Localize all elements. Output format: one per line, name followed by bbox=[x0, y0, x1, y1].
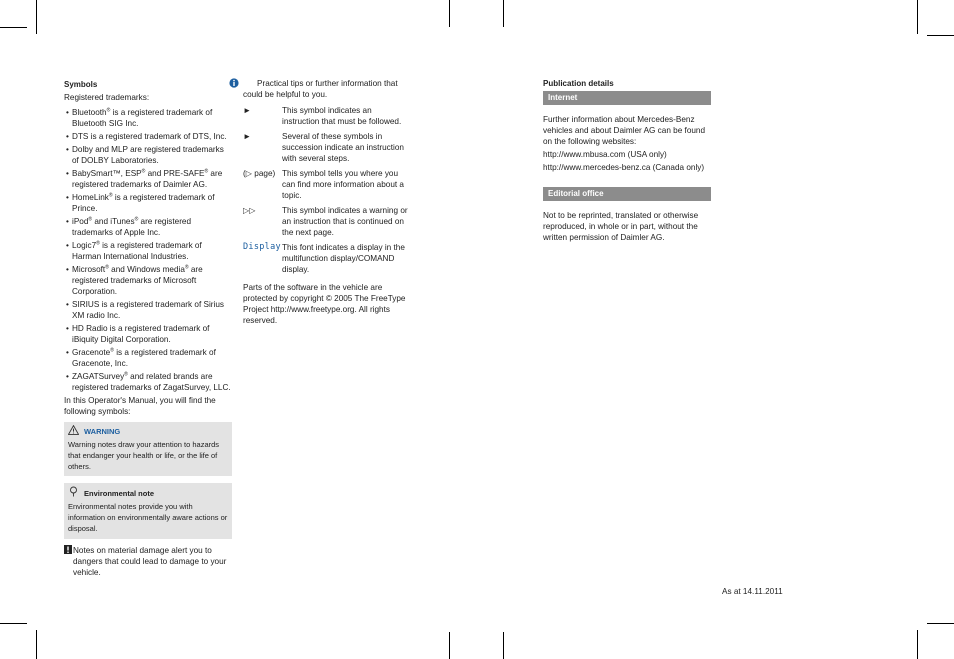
multi-step-arrow-icon: ► bbox=[243, 132, 252, 141]
warning-triangle-icon bbox=[68, 425, 79, 438]
damage-note-text: Notes on material damage alert you to dangers that could lead to damage to your vehicle. bbox=[73, 545, 227, 577]
warning-title: WARNING bbox=[84, 427, 121, 436]
list-item: • ZAGATSurvey® and related brands are registered trademarks of ZagatSurvey, LLC. bbox=[64, 371, 232, 393]
exclamation-icon bbox=[64, 545, 72, 557]
list-item: • iPod® and iTunes® are registered trademarks of Apple Inc. bbox=[64, 216, 232, 238]
trademark-list bbox=[64, 107, 232, 393]
tips-note-text: Practical tips or further information that could be helpful to you. bbox=[243, 79, 398, 99]
step-arrow-icon: ► bbox=[243, 106, 252, 115]
info-icon bbox=[229, 78, 239, 91]
symbols-intro: In this Operator's Manual, you will find the following symbols: bbox=[64, 396, 216, 416]
editorial-text: Not to be reprinted, translated or otherwise reproduced, in whole or in part, without the written permission of Daimler AG. bbox=[543, 211, 699, 242]
left-column bbox=[64, 79, 232, 578]
internet-bar: Internet bbox=[543, 91, 711, 105]
page-reference-symbol: (▷ page) bbox=[243, 169, 276, 178]
publication-heading: Publication details bbox=[543, 79, 614, 88]
warning-box bbox=[64, 422, 232, 476]
list-item: • SIRIUS is a registered trademark of Sirius XM radio Inc. bbox=[64, 299, 232, 321]
table-row: Display This font indicates a display in the multifunction display/COMAND display. bbox=[243, 242, 405, 274]
table-row: ► Several of these symbols in succession indicate an instruction with several steps. bbox=[243, 132, 404, 163]
editorial-bar: Editorial office bbox=[543, 187, 711, 201]
list-item: • Logic7® is a registered trademark of Harman International Industries. bbox=[64, 240, 232, 262]
environment-title: Environmental note bbox=[84, 488, 155, 498]
symbol-table bbox=[243, 105, 411, 275]
list-item: • Microsoft® and Windows media® are registered trademarks of Microsoft Corporation. bbox=[64, 264, 232, 297]
list-item: • DTS is a registered trademark of DTS, Inc. bbox=[64, 131, 232, 142]
url-usa[interactable]: http://www.mbusa.com (USA only) bbox=[543, 150, 667, 159]
list-item: • BabySmart™, ESP® and PRE-SAFE® are registered trademarks of Daimler AG. bbox=[64, 168, 232, 190]
list-item: • HomeLink® is a registered trademark of Prince. bbox=[64, 192, 232, 214]
middle-column bbox=[243, 78, 411, 326]
url-canada[interactable]: http://www.mercedes-benz.ca (Canada only) bbox=[543, 163, 705, 172]
environment-icon bbox=[68, 486, 79, 500]
list-item: • Dolby and MLP are registered trademarks of DOLBY Laboratories. bbox=[64, 144, 232, 166]
table-row: ► This symbol indicates an instruction that must be followed. bbox=[243, 106, 402, 126]
list-item: • Bluetooth® is a registered trademark of Bluetooth SIG Inc. bbox=[64, 107, 232, 129]
date-stamp: As at 14.11.2011 bbox=[722, 587, 783, 596]
list-item: • Gracenote® is a registered trademark of Gracenote, Inc. bbox=[64, 347, 232, 369]
damage-note bbox=[64, 545, 232, 578]
continued-symbol: ▷▷ bbox=[243, 206, 256, 215]
display-font-sample: Display bbox=[243, 242, 281, 252]
software-note: Parts of the software in the vehicle are protected by copyright © 2005 The FreeType Project http://www.freetype.org. All rights reserved. bbox=[243, 283, 406, 325]
internet-text: Further information about Mercedes-Benz vehicles and about Daimler AG can be found on the following websites: bbox=[543, 115, 706, 146]
list-item: • HD Radio is a registered trademark of iBiquity Digital Corporation. bbox=[64, 323, 232, 345]
table-row: ▷▷ This symbol indicates a warning or an instruction that is continued on the next page. bbox=[243, 206, 408, 237]
right-column bbox=[543, 78, 711, 243]
tips-note bbox=[243, 78, 411, 100]
environment-body: Environmental notes provide you with information on environmentally aware actions or disposal. bbox=[68, 502, 228, 533]
warning-body: Warning notes draw your attention to hazards that endanger your health or life, or the life of others. bbox=[68, 440, 220, 471]
environment-box bbox=[64, 483, 232, 538]
table-row: (▷ page) This symbol tells you where you can find more information about a topic. bbox=[243, 169, 404, 200]
symbols-heading: Symbols bbox=[64, 80, 98, 89]
trademarks-intro: Registered trademarks: bbox=[64, 93, 150, 102]
